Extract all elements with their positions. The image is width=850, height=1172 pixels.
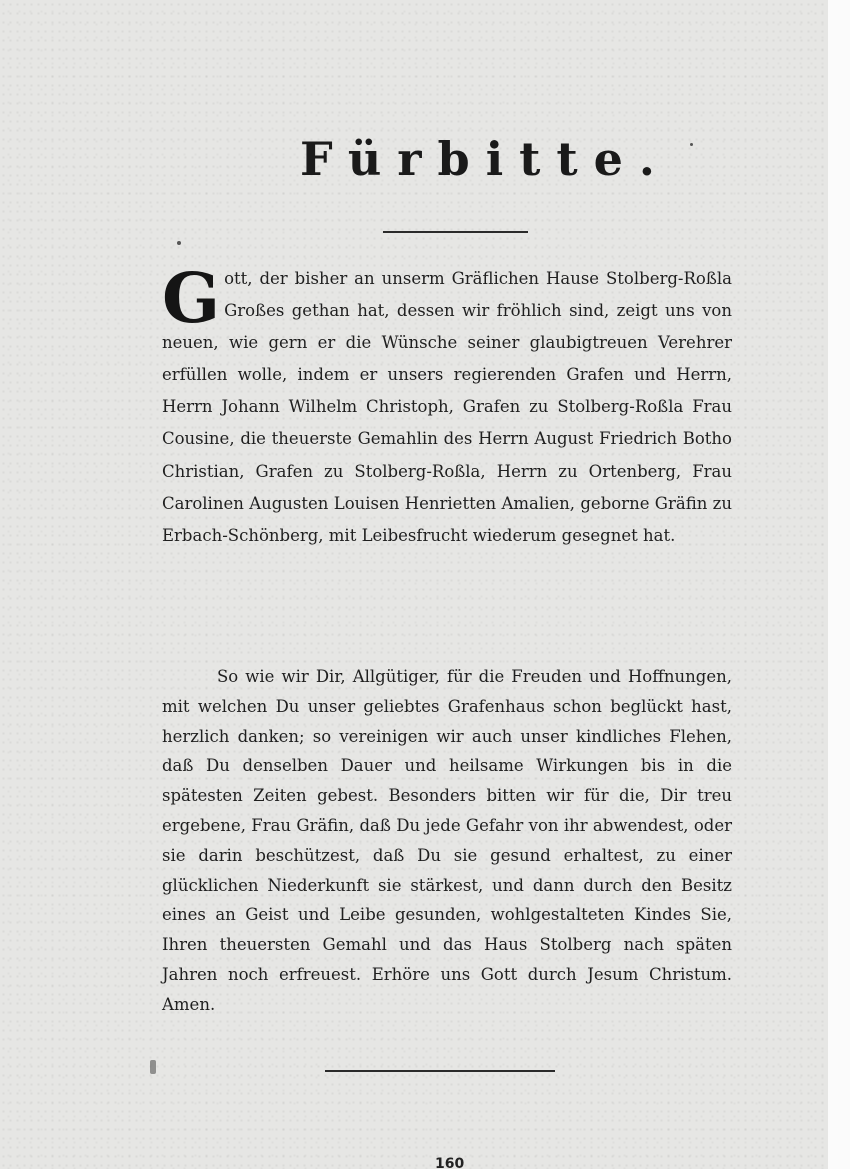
scan-speck bbox=[177, 241, 181, 245]
page-title: Fürbitte. bbox=[300, 132, 671, 186]
page-number: 160 bbox=[435, 1156, 465, 1172]
scan-speck bbox=[150, 1060, 156, 1074]
title-divider bbox=[383, 231, 528, 233]
paragraph-1 bbox=[162, 259, 732, 552]
closing-divider bbox=[325, 1070, 555, 1072]
drop-cap-initial: G bbox=[162, 259, 221, 339]
paragraph-2: So wie wir Dir, Allgütiger, für die Freuden und Hoffnungen, mit welchen Du unser geliebtes Grafenhaus schon beglückt hast, herzlich danken; so vereinigen wir auch unser kindliches Flehen, daß Du denselben Dauer und heilsame Wirkungen bis in die spätesten Zeiten gebest. Besonders bitten wir für die, Dir treu ergebene, Frau Gräfin, daß Du jede Gefahr von ihr abwendest, oder sie darin beschützest, daß Du sie gesund erhaltest, zu einer glücklichen Niederkunft sie stärkest, und dann durch den Besitz eines an Geist und Leibe gesunden, wohlgestalteten Kindes Sie, Ihren theuersten Gemahl und das Haus Stolberg nach späten Jahren noch erfreuest. Erhöre uns Gott durch Jesum Christum. Amen. bbox=[162, 667, 732, 1014]
scan-margin bbox=[828, 0, 850, 1169]
scan-speck bbox=[690, 143, 693, 146]
paragraph-1-text: ott, der bisher an unserm Gräflichen Hause Stolberg-Roßla Großes gethan hat, dessen wir fröhlich sind, zeigt uns von neuen, wie gern er die Wünsche seiner glaubigtreuen Verehrer erfüllen wolle, indem er unsers regierenden Grafen und Herrn, Herrn Johann Wilhelm Christoph, Grafen zu Stolberg-Roßla Frau Cousine, die theuerste Gemahlin des Herrn August Friedrich Botho Christian, Grafen zu Stolberg-Roßla, Herrn zu Ortenberg, Frau Carolinen Augusten Louisen Henrietten Amalien, geborne Gräfin zu Erbach-Schönberg, mit Leibesfrucht wiederum gesegnet hat. bbox=[162, 269, 732, 545]
